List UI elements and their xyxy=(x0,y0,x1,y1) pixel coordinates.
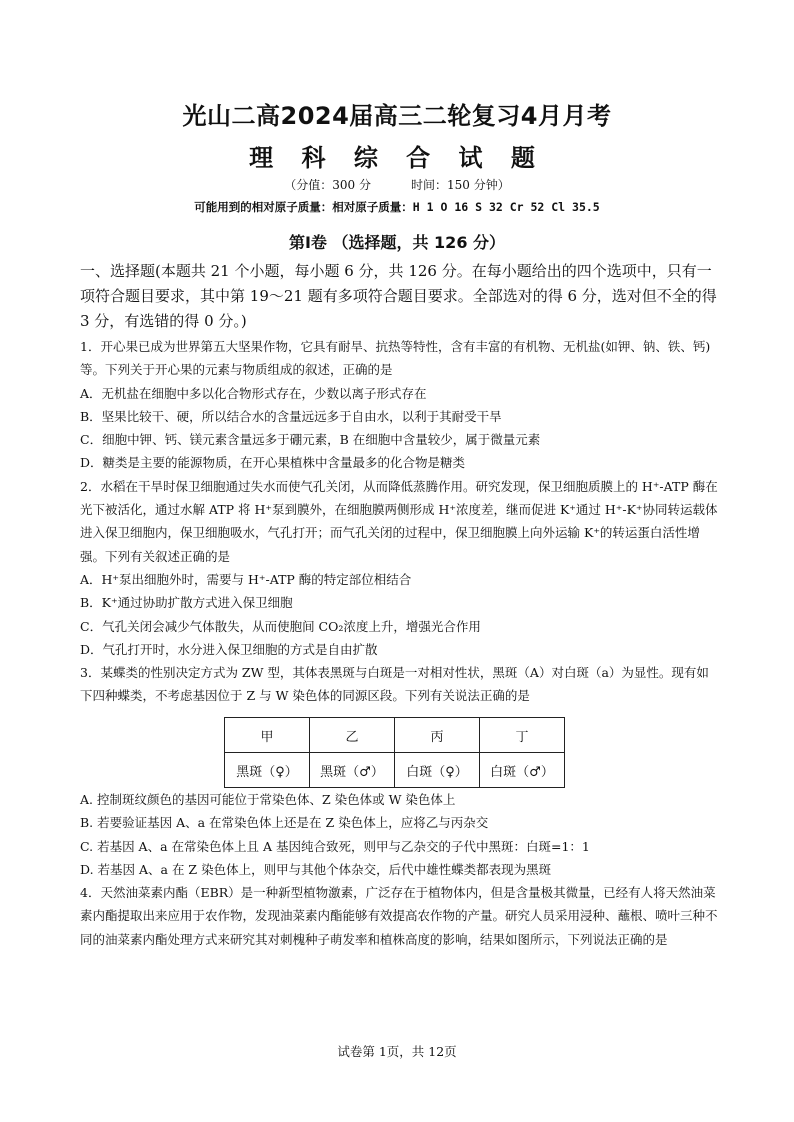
q3-stem: 3．某蝶类的性别决定方式为 ZW 型，其体表黑斑与白斑是一对相对性状，黑斑（A）对白斑（a）为显性。现有如下四种蝶类，不考虑基因位于 Z 与 W 染色体的同源区段。下列有关说法正确的是 xyxy=(80,665,709,704)
q1-stem: 1．开心果已成为世界第五大坚果作物，它具有耐旱、抗热等特性，含有丰富的有机物、无机盐(如钾、钠、铁、钙)等。下列关于开心果的元素与物质组成的叙述，正确的是 xyxy=(80,339,711,378)
section-instructions: 一、选择题(本题共 21 个小题，每小题 6 分，共 126 分。在每小题给出的四个选项中，只有一项符合题目要求，其中第 19～21 题有多项符合题目要求。全部选对的得 6 分，选对但不全的得 3 分，有选错的得 0 分。) xyxy=(80,262,717,330)
butterfly-table xyxy=(224,717,565,788)
q1-option-a: A．无机盐在细胞中多以化合物形式存在，少数以离子形式存在 xyxy=(80,385,427,401)
exam-meta xyxy=(0,176,794,193)
page-footer: 试卷第 1页，共 12页 xyxy=(337,1044,457,1059)
q3-option-b: B. 若要验证基因 A、a 在常染色体上还是在 Z 染色体上，应将乙与丙杂交 xyxy=(80,815,489,831)
q1-option-d: D．糖类是主要的能源物质，在开心果植株中含量最多的化合物是糖类 xyxy=(80,455,466,471)
q2-option-c: C．气孔关闭会减少气体散失，从而使胞间 CO₂浓度上升，增强光合作用 xyxy=(80,618,481,634)
q2-stem: 2．水稻在干旱时保卫细胞通过失水而使气孔关闭，从而降低蒸腾作用。研究发现，保卫细胞质膜上的 H⁺-ATP 酶在光下被活化，通过水解 ATP 将 H⁺泵到膜外，在细胞膜两侧形成 H⁺浓度差，继而促进 K⁺通过 H⁺-K⁺协同转运载体进入保卫细胞内，保卫细胞吸水，气孔打开；而气孔关闭的过程中，保卫细胞膜上向外运输 K⁺的转运蛋白活性增强。下列有关叙述正确的是 xyxy=(80,478,718,564)
question-block xyxy=(80,335,720,708)
table-header-cell: 丙 xyxy=(395,718,480,753)
table-header-cell: 乙 xyxy=(310,718,395,753)
time-info: 时间：150 分钟） xyxy=(411,178,510,192)
score-info: （分值：300 分 xyxy=(284,178,371,192)
q2-option-b: B．K⁺通过协助扩散方式进入保卫细胞 xyxy=(80,595,293,611)
table-cell: 黑斑（♂） xyxy=(310,753,395,788)
table-header-cell: 丁 xyxy=(480,718,565,753)
q3-option-a: A. 控制斑纹颜色的基因可能位于常染色体、Z 染色体或 W 染色体上 xyxy=(80,792,456,807)
table-row xyxy=(225,753,565,788)
exam-title: 光山二高2024届高三二轮复习4月月考 xyxy=(182,102,612,130)
table-cell: 白斑（♀） xyxy=(395,753,480,788)
q2-option-d: D．气孔打开时，水分进入保卫细胞的方式是自由扩散 xyxy=(80,641,378,657)
atomic-masses: 可能用到的相对原子质量：相对原子质量：H 1 O 16 S 32 Cr 52 Cl 35.5 xyxy=(194,200,600,214)
section-title: 第Ⅰ卷 （选择题，共 126 分） xyxy=(288,233,506,252)
q3-option-d: D. 若基因 A、a 在 Z 染色体上，则甲与其他个体杂交，后代中雄性蝶类都表现为黑斑 xyxy=(80,861,552,877)
q1-option-b: B．坚果比较干、硬，所以结合水的含量远远多于自由水，以利于其耐受干旱 xyxy=(80,408,502,424)
q1-option-c: C．细胞中钾、钙、镁元素含量远多于硼元素，B 在细胞中含量较少，属于微量元素 xyxy=(80,432,541,448)
question-block-2 xyxy=(80,788,720,951)
q4-stem: 4．天然油菜素内酯（EBR）是一种新型植物激素，广泛存在于植物体内，但是含量极其微量，已经有人将天然油菜素内酯提取出来应用于农作物，发现油菜素内酯能够有效提高农作物的产量。研究人员采用浸种、蘸根、喷叶三种不同的油菜素内酯处理方式来研究其对刺槐种子萌发率和植株高度的影响，结果如图所示，下列说法正确的是 xyxy=(80,885,718,947)
table-cell: 白斑（♂） xyxy=(480,753,565,788)
exam-subtitle: 理 科 综 合 试 题 xyxy=(249,144,545,172)
q3-option-c: C. 若基因 A、a 在常染色体上且 A 基因纯合致死，则甲与乙杂交的子代中黑斑：白斑=1：1 xyxy=(80,838,590,854)
q2-option-a: A．H⁺泵出细胞外时，需要与 H⁺-ATP 酶的特定部位相结合 xyxy=(80,571,412,587)
table-header-row xyxy=(225,718,565,753)
table-header-cell: 甲 xyxy=(225,718,310,753)
table-cell: 黑斑（♀） xyxy=(225,753,310,788)
